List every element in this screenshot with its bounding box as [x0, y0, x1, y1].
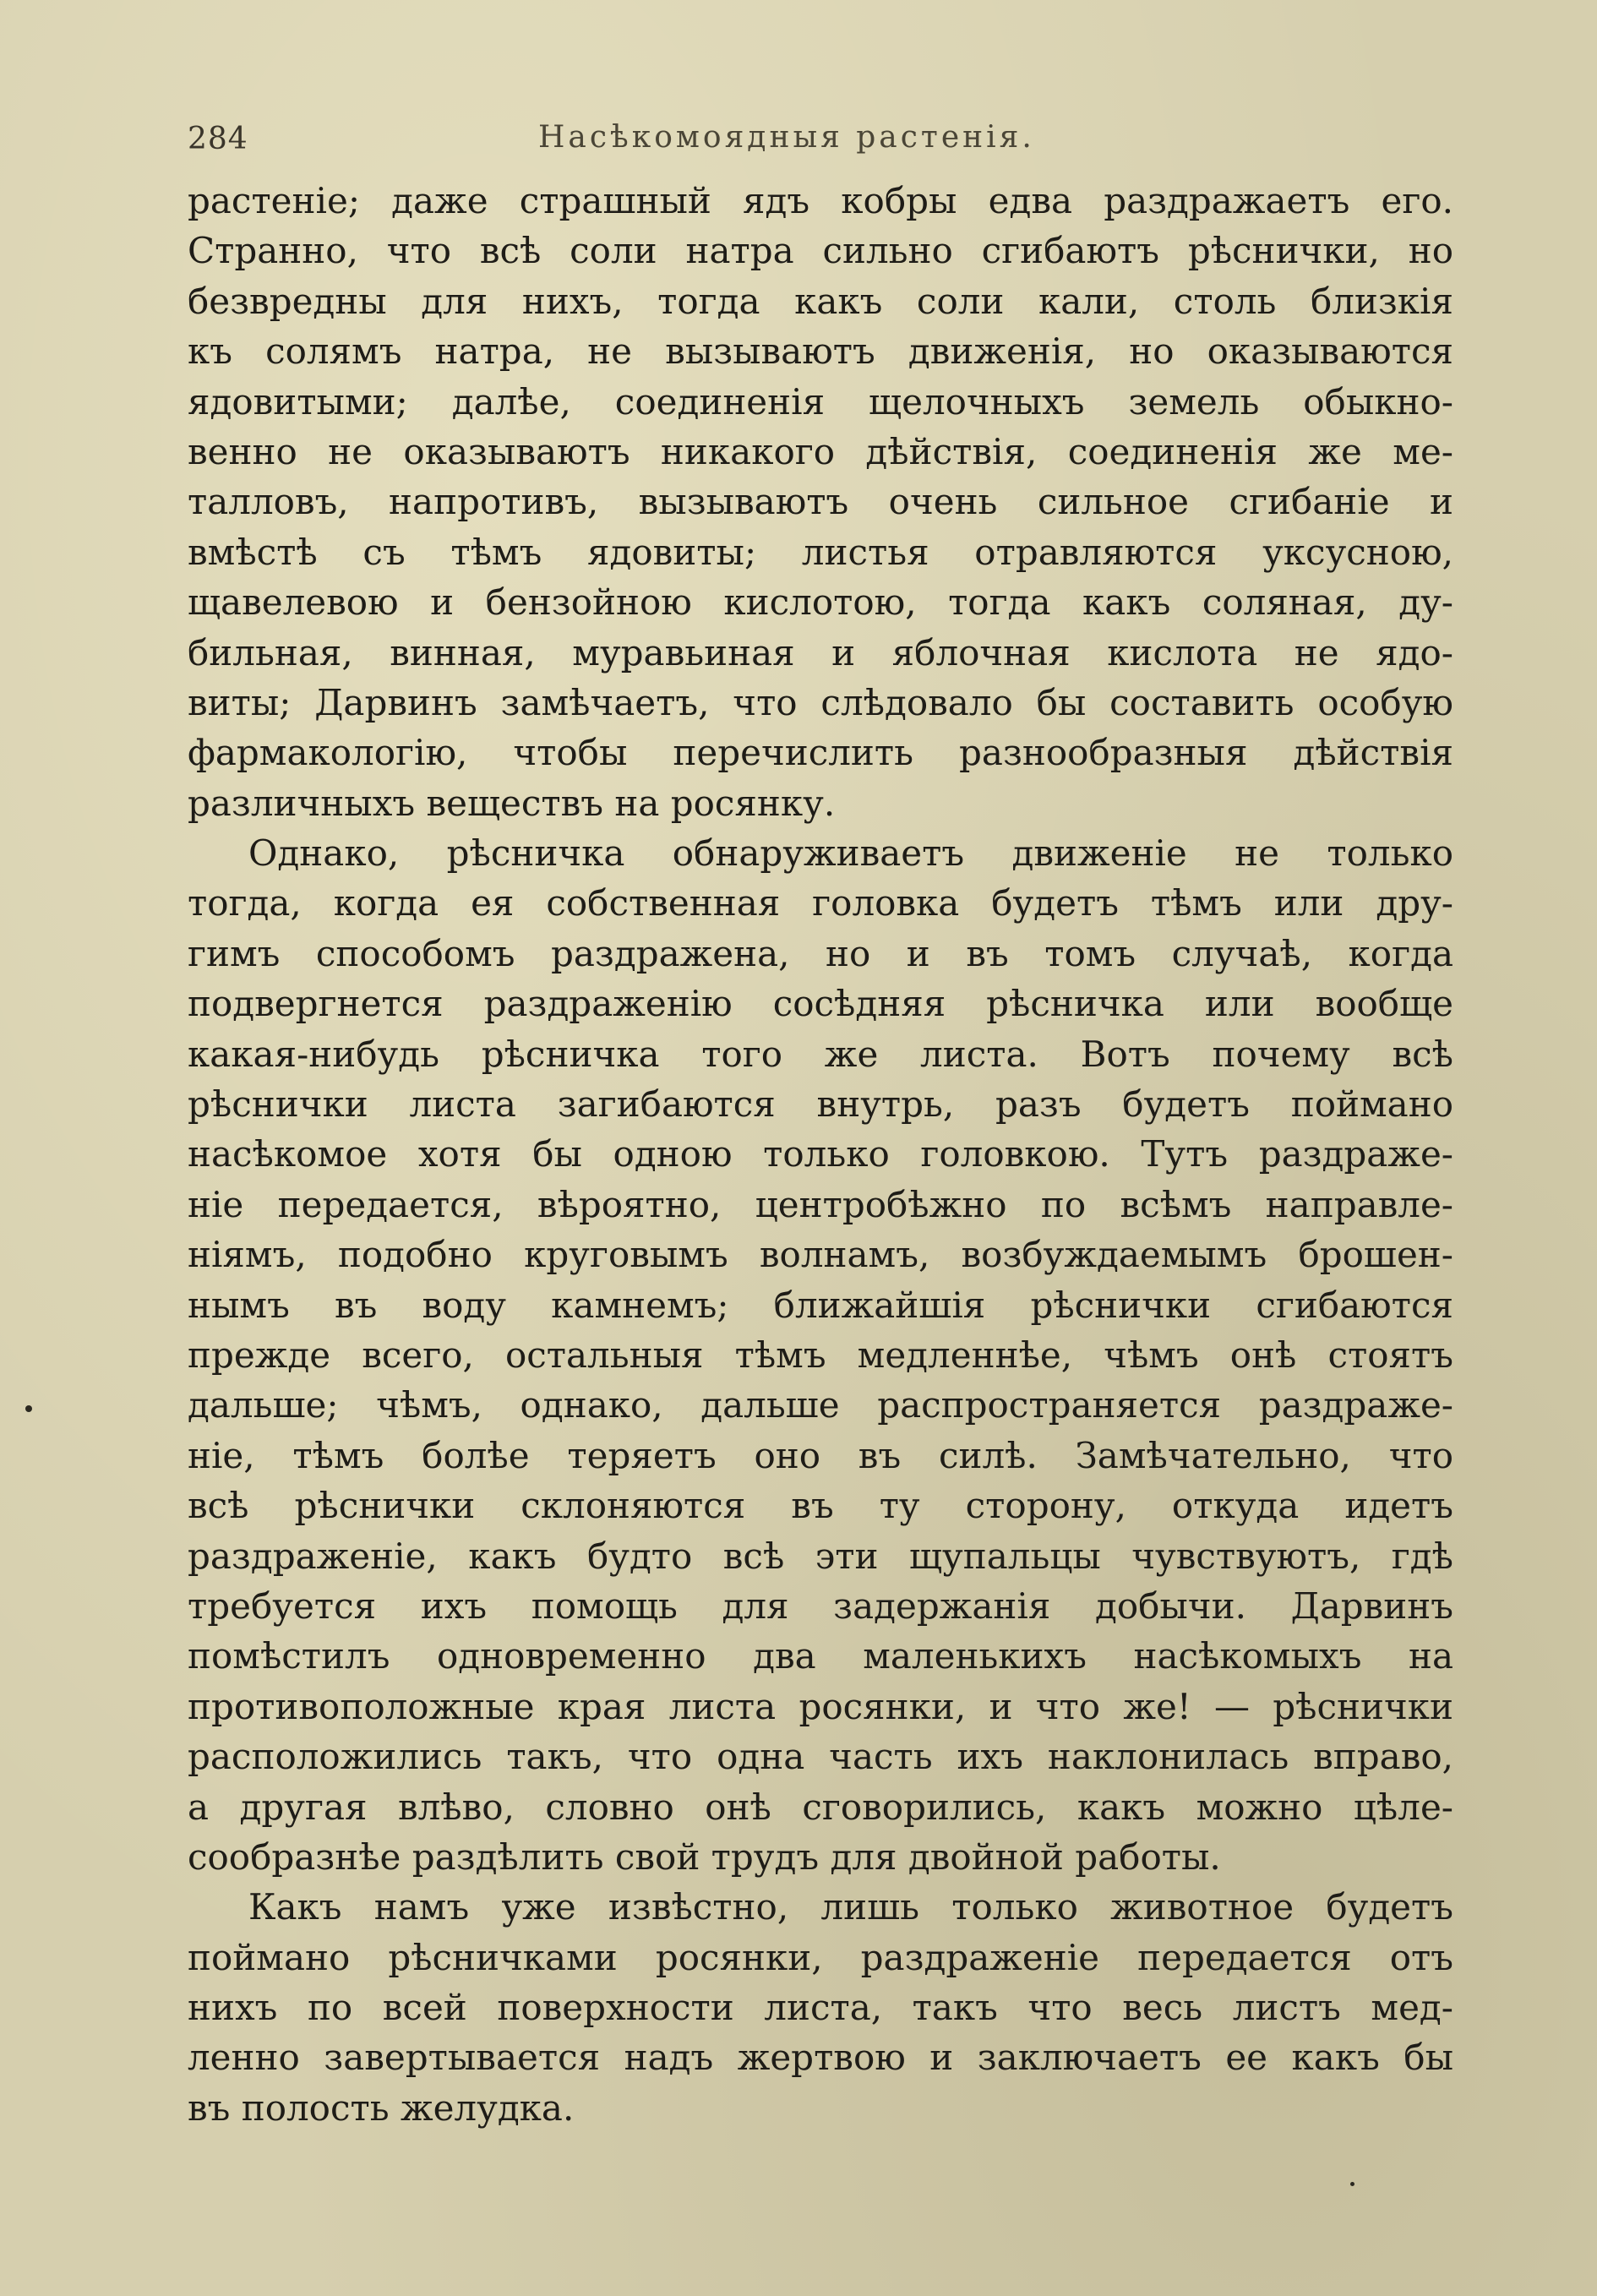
text-line: венно не оказываютъ никакого дѣйствія, соединенія же ме- — [188, 430, 1453, 472]
text-line: раздраженіе, какъ будто всѣ эти щупальцы чувствуютъ, гдѣ — [188, 1535, 1453, 1577]
text-line: противоположные края листа росянки, и что же! — рѣснички — [188, 1685, 1453, 1727]
text-line: виты; Дарвинъ замѣчаетъ, что слѣдовало бы составить особую — [188, 681, 1453, 723]
text-line: безвредны для нихъ, тогда какъ соли кали, столь близкія — [188, 280, 1453, 322]
text-line: къ солямъ натра, не вызываютъ движенія, но оказываются — [188, 330, 1453, 373]
text-line: ніямъ, подобно круговымъ волнамъ, возбуждаемымъ брошен- — [188, 1234, 1453, 1276]
text-line: талловъ, напротивъ, вызываютъ очень сильное сгибаніе и — [188, 481, 1453, 523]
text-line: помѣстилъ одновременно два маленькихъ насѣкомыхъ на — [188, 1635, 1453, 1677]
text-line: ніе, тѣмъ болѣе теряетъ оно въ силѣ. Замѣчательно, что — [188, 1434, 1453, 1476]
text-line: растеніе; даже страшный ядъ кобры едва раздражаетъ его. — [188, 180, 1453, 221]
text-line: рѣснички листа загибаются внутрь, разъ будетъ поймано — [188, 1083, 1453, 1126]
text-line: Странно, что всѣ соли натра сильно сгибаютъ рѣснички, но — [188, 230, 1453, 272]
text-line: фармакологію, чтобы перечислить разнообразныя дѣйствія — [188, 732, 1453, 774]
text-line: ленно завертывается надъ жертвою и заключаетъ ее какъ бы — [188, 2037, 1453, 2079]
paragraph — [188, 828, 1453, 1882]
text-line: подвергнется раздраженію сосѣдняя рѣсничка или вообще — [188, 983, 1453, 1025]
text-line: прежде всего, остальныя тѣмъ медленнѣе, чѣмъ онѣ стоятъ — [188, 1333, 1453, 1376]
text-line: какая-нибудь рѣсничка того же листа. Вотъ почему всѣ — [188, 1033, 1453, 1075]
text-line: различныхъ веществъ на росянку. — [188, 782, 836, 824]
text-line: насѣкомое хотя бы одною только головкою. Тутъ раздраже- — [188, 1133, 1453, 1175]
paragraph — [188, 1882, 1453, 2133]
text-line: щавелевою и бензойною кислотою, тогда какъ соляная, ду- — [188, 581, 1453, 624]
page-header — [188, 117, 1455, 167]
text-line: расположились такъ, что одна часть ихъ наклонилась вправо, — [188, 1736, 1453, 1778]
text-line: дальше; чѣмъ, однако, дальше распространяется раздраже- — [188, 1384, 1453, 1426]
text-line: Однако, рѣсничка обнаруживаетъ движеніе не только — [248, 832, 1453, 875]
text-line: нымъ въ воду камнемъ; ближайшія рѣснички сгибаются — [188, 1284, 1453, 1326]
text-line: всѣ рѣснички склоняются въ ту сторону, откуда идетъ — [188, 1485, 1453, 1527]
text-line: а другая влѣво, словно онѣ сговорились, какъ можно цѣле- — [188, 1786, 1453, 1828]
body-text — [188, 176, 1453, 2133]
paragraph — [188, 176, 1453, 828]
page-number: 284 — [188, 122, 248, 156]
text-line: бильная, винная, муравьиная и яблочная кислота не ядо- — [188, 631, 1453, 674]
page-speck — [1350, 2182, 1354, 2186]
text-line: гимъ способомъ раздражена, но и въ томъ случаѣ, когда — [188, 932, 1453, 974]
text-line: требуется ихъ помощь для задержанія добычи. Дарвинъ — [188, 1584, 1453, 1627]
text-line: Какъ намъ уже извѣстно, лишь только животное будетъ — [248, 1886, 1453, 1928]
text-line: тогда, когда ея собственная головка будетъ тѣмъ или дру- — [188, 882, 1453, 924]
text-line: поймано рѣсничками росянки, раздраженіе передается отъ — [188, 1936, 1453, 1978]
text-line: ніе передается, вѣроятно, центробѣжно по всѣмъ направле- — [188, 1183, 1453, 1225]
text-line: вмѣстѣ съ тѣмъ ядовиты; листья отравляются уксусною, — [188, 531, 1453, 573]
text-line: сообразнѣе раздѣлить свой трудъ для двойной работы. — [188, 1835, 1221, 1878]
text-line: въ полость желудка. — [188, 2086, 575, 2129]
running-title: Насѣкомоядныя растенія. — [538, 120, 1035, 155]
text-line: ядовитыми; далѣе, соединенія щелочныхъ земель обыкно- — [188, 380, 1453, 423]
page-speck — [25, 1405, 32, 1412]
text-line: нихъ по всей поверхности листа, такъ что весь листъ мед- — [188, 1987, 1453, 2029]
